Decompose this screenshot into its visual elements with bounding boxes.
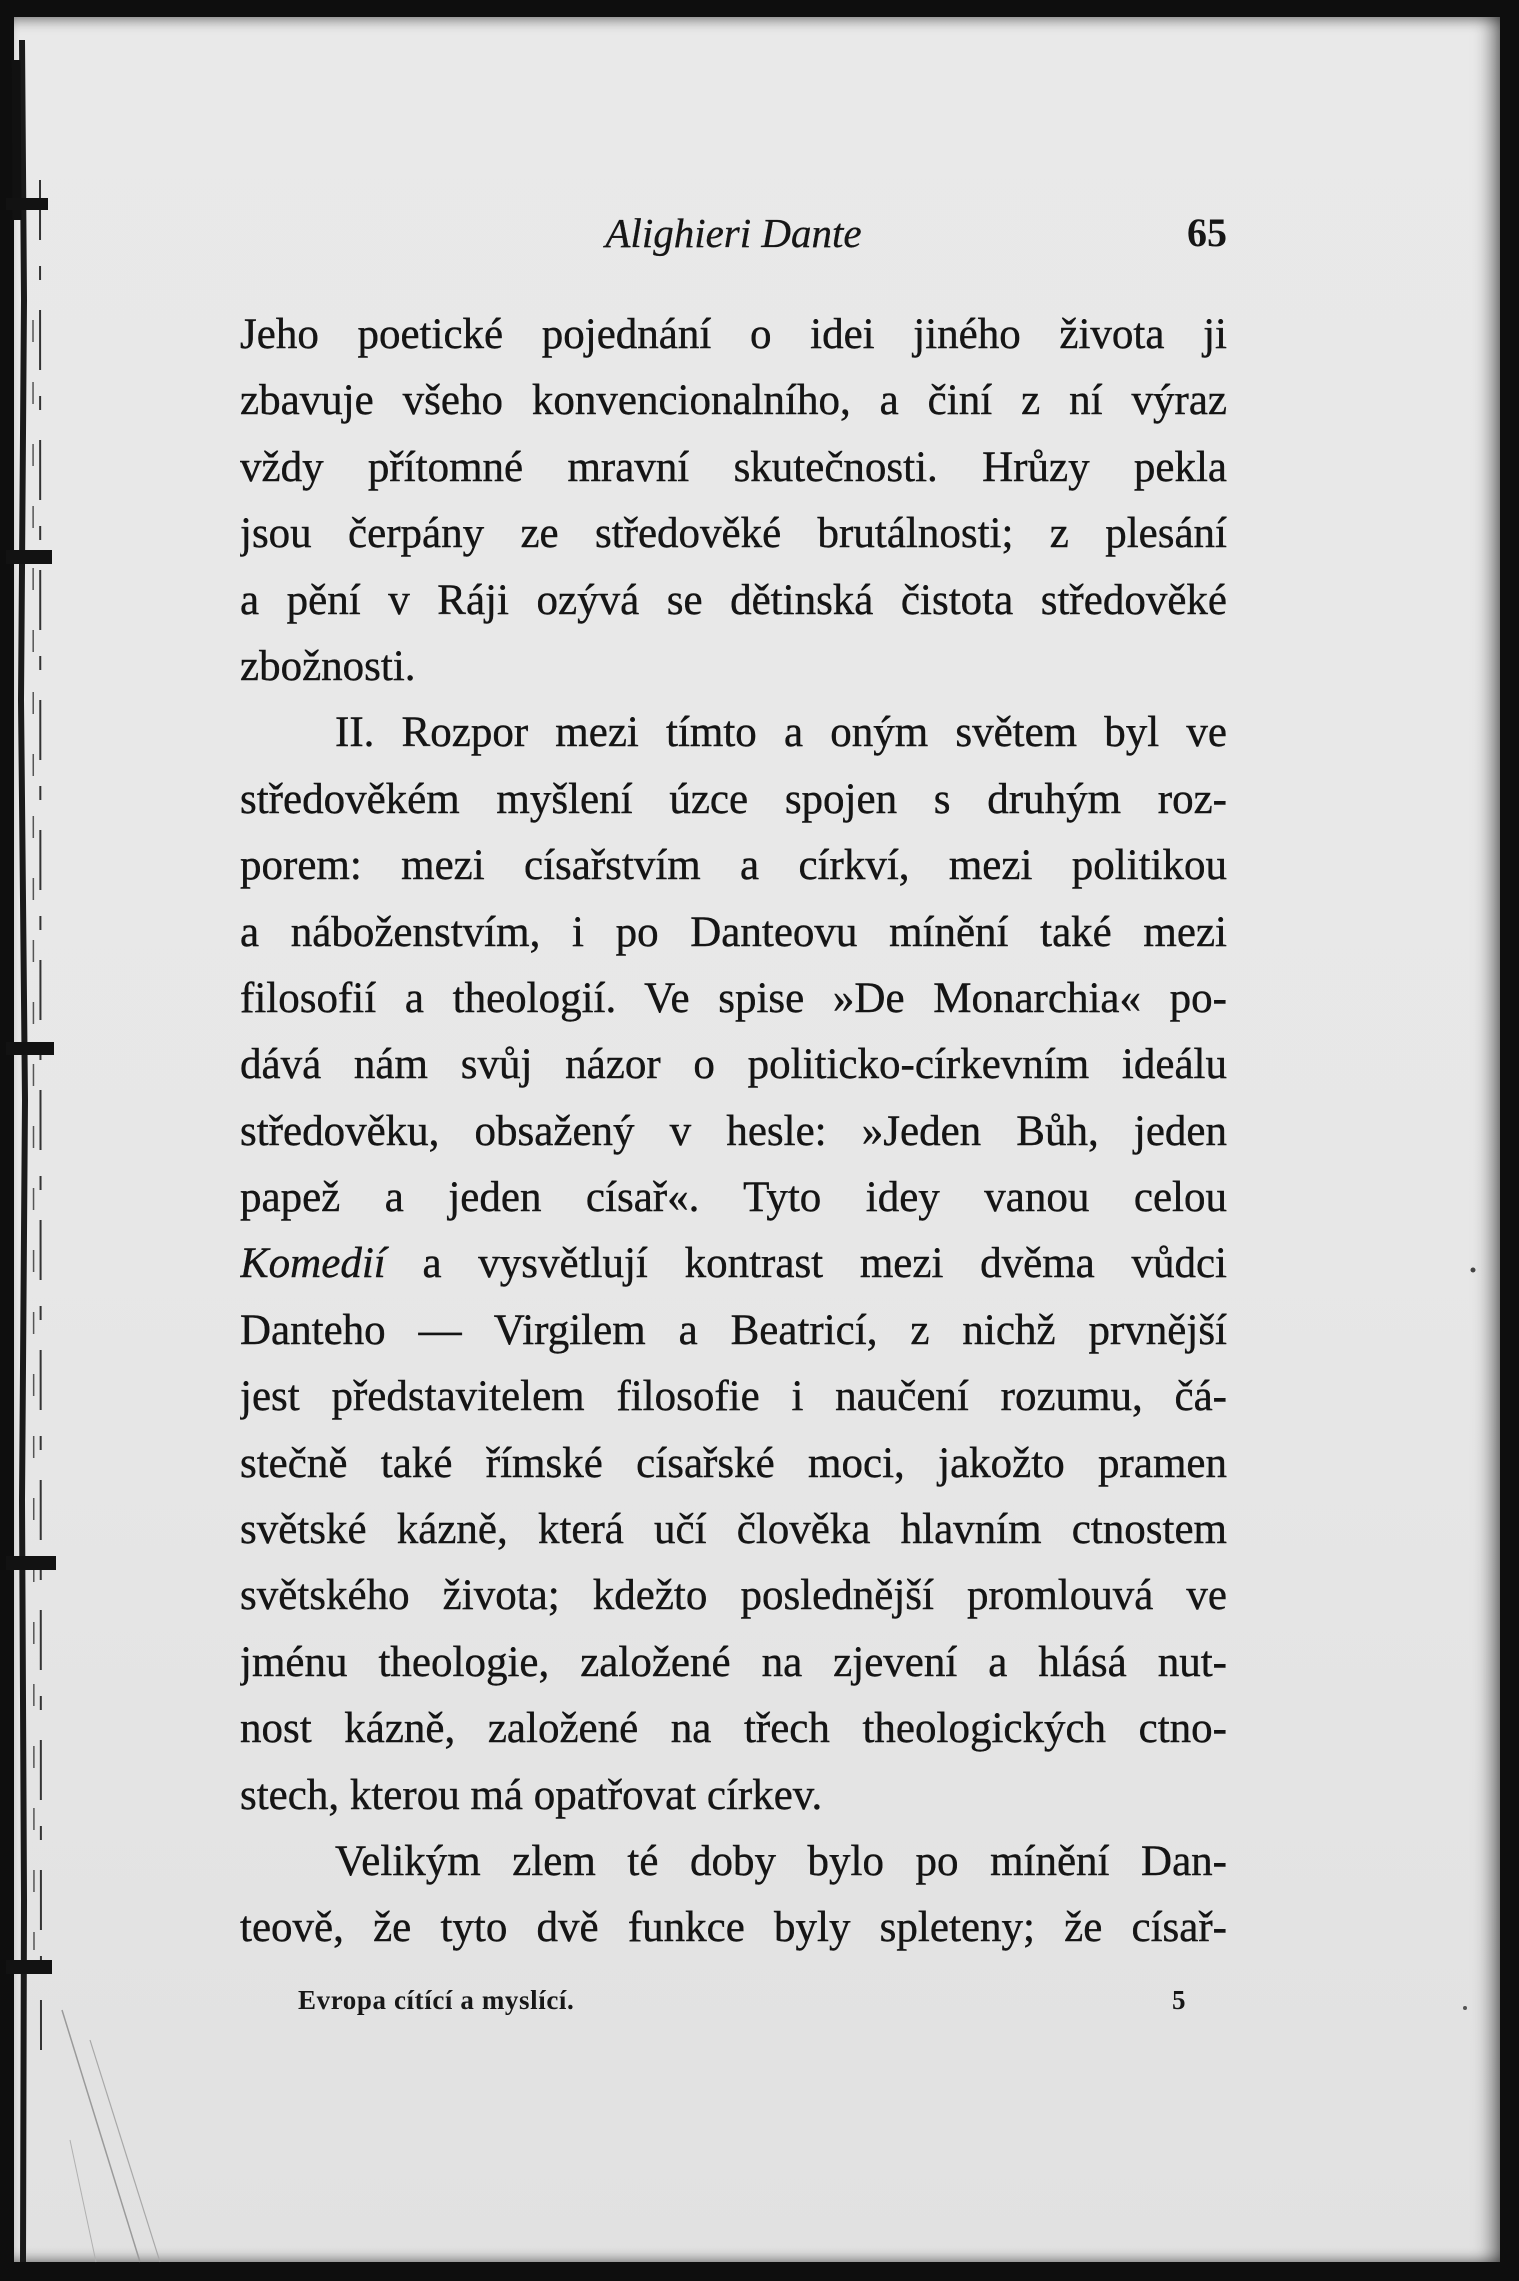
- text-line: stečně také římské císařské moci, jakožto pramen: [240, 1439, 1227, 1487]
- binding-edge: [0, 0, 180, 2281]
- paragraph: [240, 302, 1227, 700]
- paragraph: [240, 1829, 1227, 1962]
- scan-specks: [1440, 1240, 1490, 2040]
- text-line: světské kázně, která učí člověka hlavním ctnostem: [240, 1506, 1227, 1554]
- text-line: vždy přítomné mravní skutečnosti. Hrůzy pekla: [240, 443, 1227, 491]
- text-line: [240, 1231, 1227, 1297]
- text-line: a náboženstvím, i po Danteovu mínění také mezi: [240, 908, 1227, 956]
- running-title: Alighieri Dante: [605, 210, 862, 256]
- text-line-rest: a vysvětlují kontrast mezi dvěma vůdci: [422, 1240, 1227, 1288]
- text-line: Jeho poetické pojednání o idei jiného života ji: [240, 311, 1227, 358]
- text-line: zbavuje všeho konvencionalního, a činí z ní výraz: [240, 377, 1227, 425]
- text-line: filosofií a theologií. Ve spise »De Monarchia« po-: [240, 974, 1227, 1022]
- text-line: světského života; kdežto poslednější promlouvá ve: [240, 1572, 1227, 1620]
- paragraph: [240, 700, 1227, 1829]
- text-line: středověku, obsažený v hesle: »Jeden Bůh, jeden: [240, 1107, 1227, 1155]
- text-line: papež a jeden císař«. Tyto idey vanou celou: [240, 1174, 1227, 1222]
- text-line: Velikým zlem té doby bylo po mínění Dan-: [335, 1837, 1227, 1885]
- running-head: [240, 203, 1227, 263]
- page-number: 65: [1187, 210, 1227, 255]
- text-line: stech, kterou má opatřovat církev.: [240, 1771, 823, 1819]
- text-line: porem: mezi císařstvím a církví, mezi politikou: [240, 842, 1227, 890]
- text-line: jsou čerpány ze středověké brutálnosti; z plesání: [240, 510, 1227, 558]
- text-line: a pění v Ráji ozývá se dětinská čistota středověké: [240, 576, 1227, 624]
- text-line: nost kázně, založené na třech theologických ctno-: [240, 1705, 1227, 1753]
- footer-book-title: Evropa cítící a myslící.: [298, 1985, 575, 2015]
- text-line: II. Rozpor mezi tímto a oným světem byl ve: [335, 709, 1227, 757]
- text-line: jest představitelem filosofie i naučení rozumu, čá-: [240, 1373, 1227, 1421]
- signature-mark: 5: [1172, 1985, 1186, 2015]
- text-line: středověkém myšlení úzce spojen s druhým roz-: [240, 775, 1227, 823]
- text-line: Danteho — Virgilem a Beatricí, z nichž prvnější: [240, 1306, 1227, 1354]
- work-title-italic: Komedií: [240, 1240, 386, 1288]
- text-line: zbožnosti.: [240, 642, 416, 690]
- body-text: [240, 302, 1227, 1962]
- text-line: dává nám svůj názor o politicko-církevním ideálu: [240, 1041, 1227, 1089]
- text-line: jménu theologie, založené na zjevení a hlásá nut-: [240, 1638, 1227, 1686]
- text-line: teově, že tyto dvě funkce byly spleteny; že císař-: [240, 1904, 1227, 1952]
